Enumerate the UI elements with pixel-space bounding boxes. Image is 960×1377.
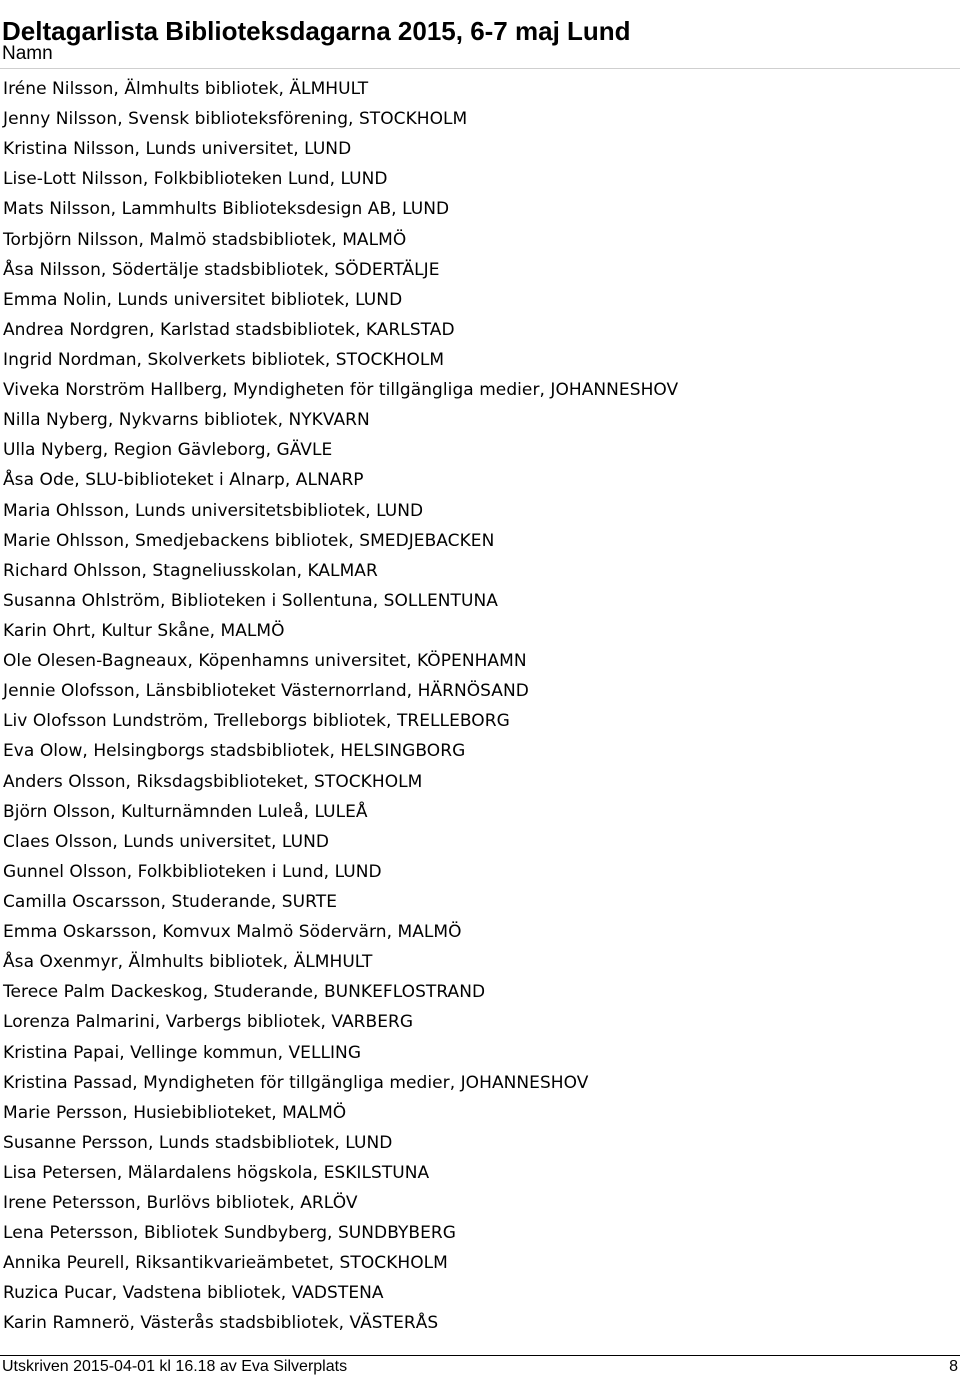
participant-entry: Marie Persson, Husiebiblioteket, MALMÖ xyxy=(3,1102,347,1123)
participant-entry: Åsa Nilsson, Södertälje stadsbibliotek, SÖDERTÄLJE xyxy=(3,259,440,280)
participant-entry: Lise-Lott Nilsson, Folkbiblioteken Lund, LUND xyxy=(3,169,388,190)
participant-entry: Claes Olsson, Lunds universitet, LUND xyxy=(3,831,329,852)
footer-printed-note: Utskriven 2015-04-01 kl 16.18 av Eva Silverplats xyxy=(2,1358,348,1375)
participant-entry: Ole Olesen-Bagneaux, Köpenhamns universitet, KÖPENHAMN xyxy=(3,651,527,672)
participant-entry: Andrea Nordgren, Karlstad stadsbibliotek, KARLSTAD xyxy=(3,319,455,340)
participant-entry: Karin Ohrt, Kultur Skåne, MALMÖ xyxy=(3,620,285,641)
participant-entry: Kristina Nilsson, Lunds universitet, LUND xyxy=(3,139,352,160)
participant-entry: Kristina Passad, Myndigheten för tillgängliga medier, JOHANNESHOV xyxy=(3,1072,589,1093)
participant-entry: Torbjörn Nilsson, Malmö stadsbibliotek, MALMÖ xyxy=(3,229,407,250)
participant-entry: Anders Olsson, Riksdagsbiblioteket, STOCKHOLM xyxy=(3,771,423,792)
participant-entry: Lena Petersson, Bibliotek Sundbyberg, SUNDBYBERG xyxy=(3,1223,457,1244)
participant-entry: Emma Oskarsson, Komvux Malmö Södervärn, MALMÖ xyxy=(3,922,462,943)
header-divider xyxy=(0,68,960,69)
participant-entry: Kristina Papai, Vellinge kommun, VELLING xyxy=(3,1042,362,1063)
participant-entry: Maria Ohlsson, Lunds universitetsbibliotek, LUND xyxy=(3,500,424,521)
participant-entry: Karin Ramnerö, Västerås stadsbibliotek, VÄSTERÅS xyxy=(3,1313,439,1334)
participant-entry: Lisa Petersen, Mälardalens högskola, ESKILSTUNA xyxy=(3,1162,430,1183)
page-title: Deltagarlista Biblioteksdagarna 2015, 6-7 maj Lund xyxy=(2,16,631,47)
participant-entry: Björn Olsson, Kulturnämnden Luleå, LULEÅ xyxy=(3,801,368,822)
participant-entry: Viveka Norström Hallberg, Myndigheten för tillgängliga medier, JOHANNESHOV xyxy=(3,380,679,401)
participant-entry: Susanne Persson, Lunds stadsbibliotek, LUND xyxy=(3,1132,393,1153)
participant-entry: Ruzica Pucar, Vadstena bibliotek, VADSTENA xyxy=(3,1283,384,1304)
participant-entry: Ingrid Nordman, Skolverkets bibliotek, STOCKHOLM xyxy=(3,349,445,370)
participant-entry: Terece Palm Dackeskog, Studerande, BUNKEFLOSTRAND xyxy=(3,982,486,1003)
participant-entry: Liv Olofsson Lundström, Trelleborgs bibliotek, TRELLEBORG xyxy=(3,711,510,732)
participant-entry: Camilla Oscarsson, Studerande, SURTE xyxy=(3,891,337,912)
column-header-namn: Namn xyxy=(2,43,53,64)
participant-entry: Marie Ohlsson, Smedjebackens bibliotek, SMEDJEBACKEN xyxy=(3,530,495,551)
participant-entry: Susanna Ohlström, Biblioteken i Sollentuna, SOLLENTUNA xyxy=(3,590,498,611)
participant-entry: Lorenza Palmarini, Varbergs bibliotek, VARBERG xyxy=(3,1012,414,1033)
participant-entry: Gunnel Olsson, Folkbiblioteken i Lund, LUND xyxy=(3,861,382,882)
participant-entry: Åsa Oxenmyr, Älmhults bibliotek, ÄLMHULT xyxy=(3,952,373,973)
participant-entry: Jenny Nilsson, Svensk biblioteksförening, STOCKHOLM xyxy=(3,109,468,130)
participant-entry: Iréne Nilsson, Älmhults bibliotek, ÄLMHULT xyxy=(3,79,369,99)
participant-entry: Eva Olow, Helsingborgs stadsbibliotek, HELSINGBORG xyxy=(3,741,466,762)
participant-entry: Richard Ohlsson, Stagneliusskolan, KALMAR xyxy=(3,560,378,581)
participant-entry: Jennie Olofsson, Länsbiblioteket Västernorrland, HÄRNÖSAND xyxy=(3,681,529,702)
participant-entry: Mats Nilsson, Lammhults Biblioteksdesign AB, LUND xyxy=(3,199,450,220)
participant-entry: Nilla Nyberg, Nykvarns bibliotek, NYKVARN xyxy=(3,410,370,431)
participant-list xyxy=(3,74,678,1339)
footer-divider xyxy=(0,1355,960,1356)
participant-entry: Irene Petersson, Burlövs bibliotek, ARLÖV xyxy=(3,1193,358,1214)
participant-entry: Åsa Ode, SLU-biblioteket i Alnarp, ALNARP xyxy=(3,470,364,491)
participant-entry: Emma Nolin, Lunds universitet bibliotek, LUND xyxy=(3,289,403,310)
footer-page-number: 8 xyxy=(949,1358,958,1375)
participant-entry: Annika Peurell, Riksantikvarieämbetet, STOCKHOLM xyxy=(3,1253,448,1274)
participant-entry: Ulla Nyberg, Region Gävleborg, GÄVLE xyxy=(3,440,333,461)
